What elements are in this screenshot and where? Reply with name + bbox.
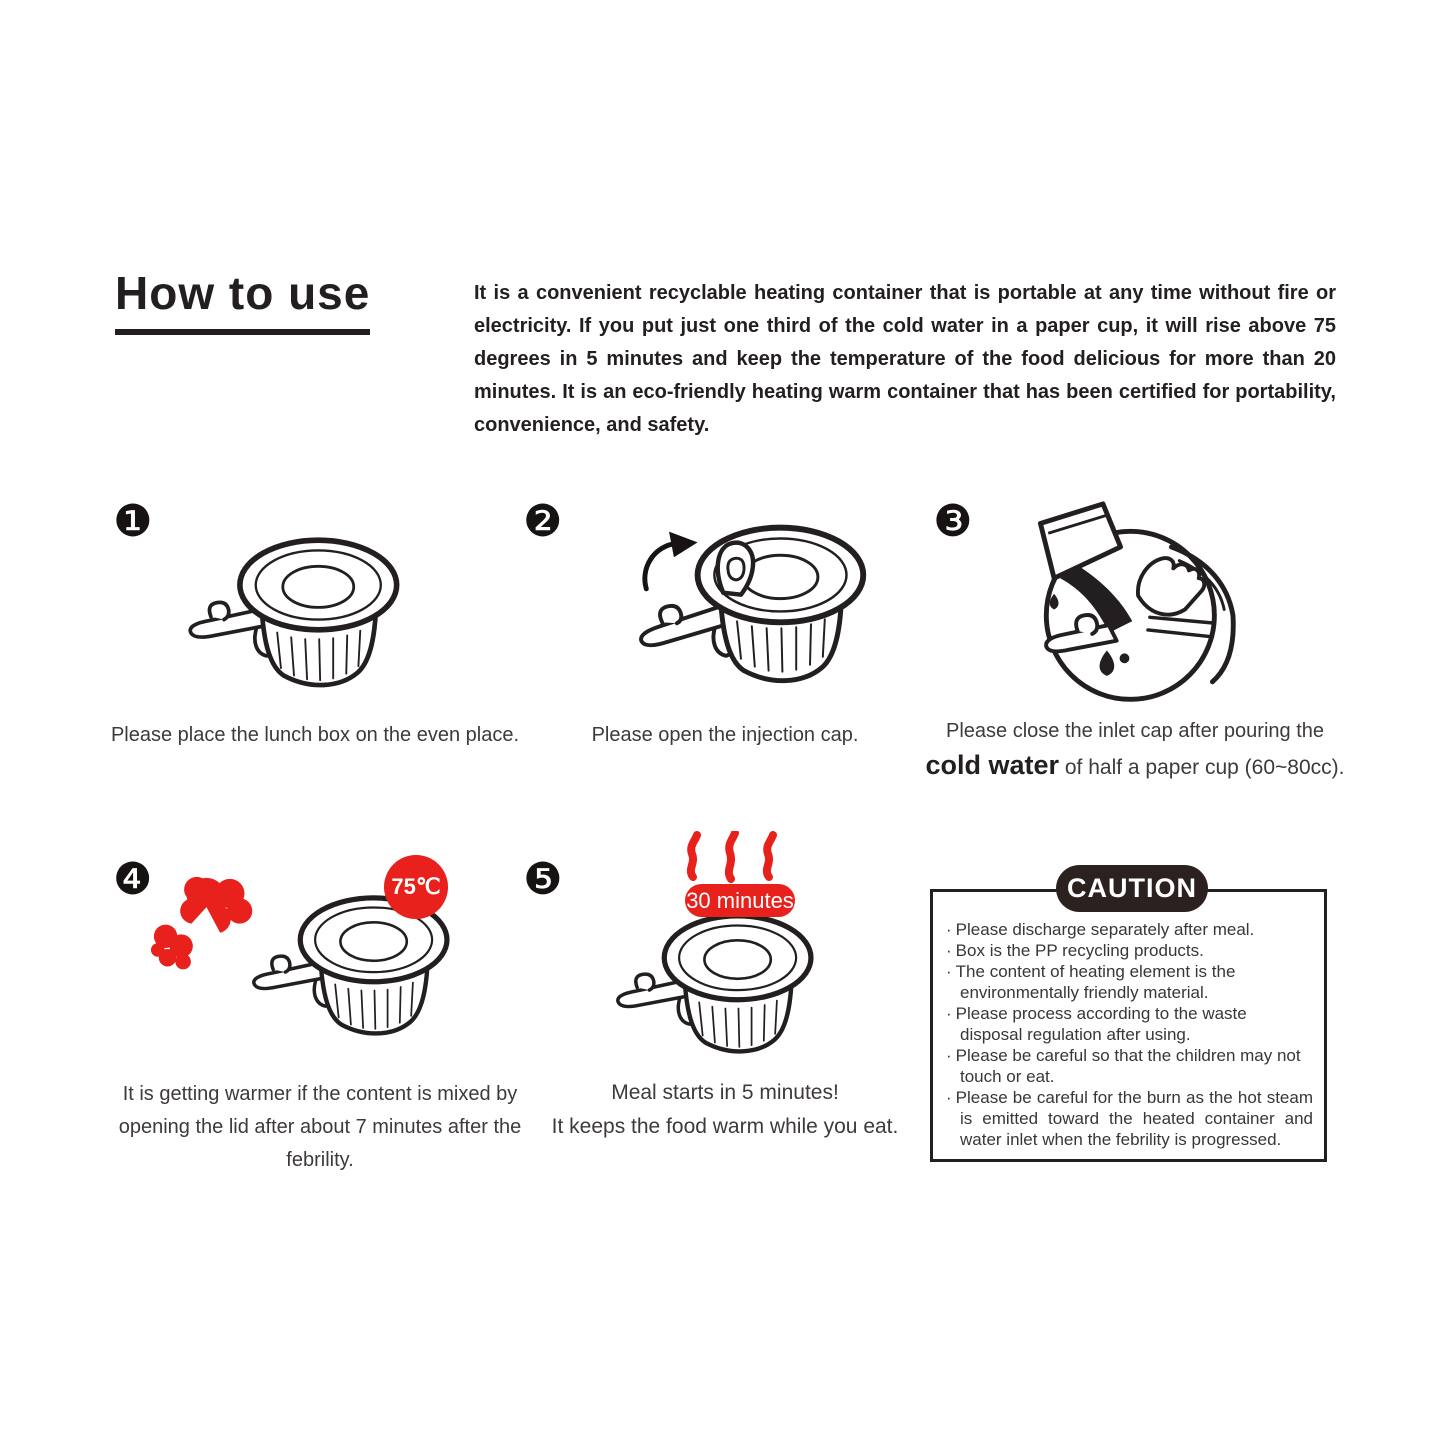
- step-5-caption-line1: Meal starts in 5 minutes!: [611, 1081, 839, 1104]
- lunchbox-illustration: [168, 518, 448, 708]
- caution-item: · Please be careful so that the children may not touch or eat.: [946, 1046, 1301, 1086]
- caution-item: · Box is the PP recycling products.: [946, 941, 1204, 960]
- caution-item: · Please be careful for the burn as the hot steam is emitted toward the heated container and water inlet when the febrility is progressed.: [946, 1088, 1313, 1149]
- caution-item: · Please discharge separately after meal.: [946, 920, 1255, 939]
- step-5-caption-line2: It keeps the food warm while you eat.: [551, 1115, 899, 1138]
- bullet: ·: [946, 962, 952, 981]
- step-4-caption: It is getting warmer if the content is mixed by opening the lid after about 7 minutes after the febrility.: [118, 1083, 522, 1171]
- lunchbox-illustration: [597, 895, 859, 1073]
- temperature-badge: 75℃: [384, 855, 448, 919]
- step-1-number: ❶: [113, 496, 153, 547]
- step-4-number: ❹: [113, 854, 153, 905]
- step-5-number: ❺: [523, 854, 563, 905]
- bullet: ·: [946, 1088, 952, 1107]
- pour-water-illustration: [990, 500, 1300, 715]
- step-1-caption: Please place the lunch box on the even place.: [110, 724, 520, 746]
- caution-title: CAUTION: [1056, 865, 1208, 912]
- bullet: ·: [946, 941, 952, 960]
- intro-text: It is a convenient recyclable heating container that is portable at any time without fire or electricity. If you put just one third of the cold water in a paper cup, it will rise above 75 degrees in 5 minutes and keep the temperature of the food delicious for more than 20 minutes. It is an eco-friendly heating warm container that has been certified for portability, convenience, and safety.: [474, 282, 1336, 436]
- step-3-caption: [918, 716, 1352, 784]
- caution-item: · Please process according to the waste disposal regulation after using.: [946, 1004, 1247, 1044]
- step-2-caption: Please open the injection cap.: [591, 724, 859, 746]
- bullet: ·: [946, 1046, 952, 1065]
- open-cap-illustration: [575, 502, 905, 714]
- bullet: ·: [946, 1004, 952, 1023]
- step-2-number: ❷: [523, 496, 563, 547]
- lunchbox-illustration: [233, 877, 495, 1055]
- bullet: ·: [946, 920, 952, 939]
- step-3-caption-line2: cold water of half a paper cup (60~80cc).: [925, 750, 1345, 780]
- caution-list: [933, 892, 1324, 1158]
- step-5-caption: [520, 1076, 930, 1144]
- page-title: How to use: [115, 270, 370, 335]
- duration-badge: 30 minutes: [685, 884, 795, 917]
- caution-box: [930, 889, 1327, 1162]
- flame-icon: [683, 831, 795, 883]
- caution-item: · The content of heating element is the environmentally friendly material.: [946, 962, 1236, 1002]
- cold-water-emphasis: cold water: [925, 750, 1060, 780]
- step-3-caption-line1: Please close the inlet cap after pouring the: [945, 720, 1325, 742]
- step-3-number: ❸: [933, 496, 973, 547]
